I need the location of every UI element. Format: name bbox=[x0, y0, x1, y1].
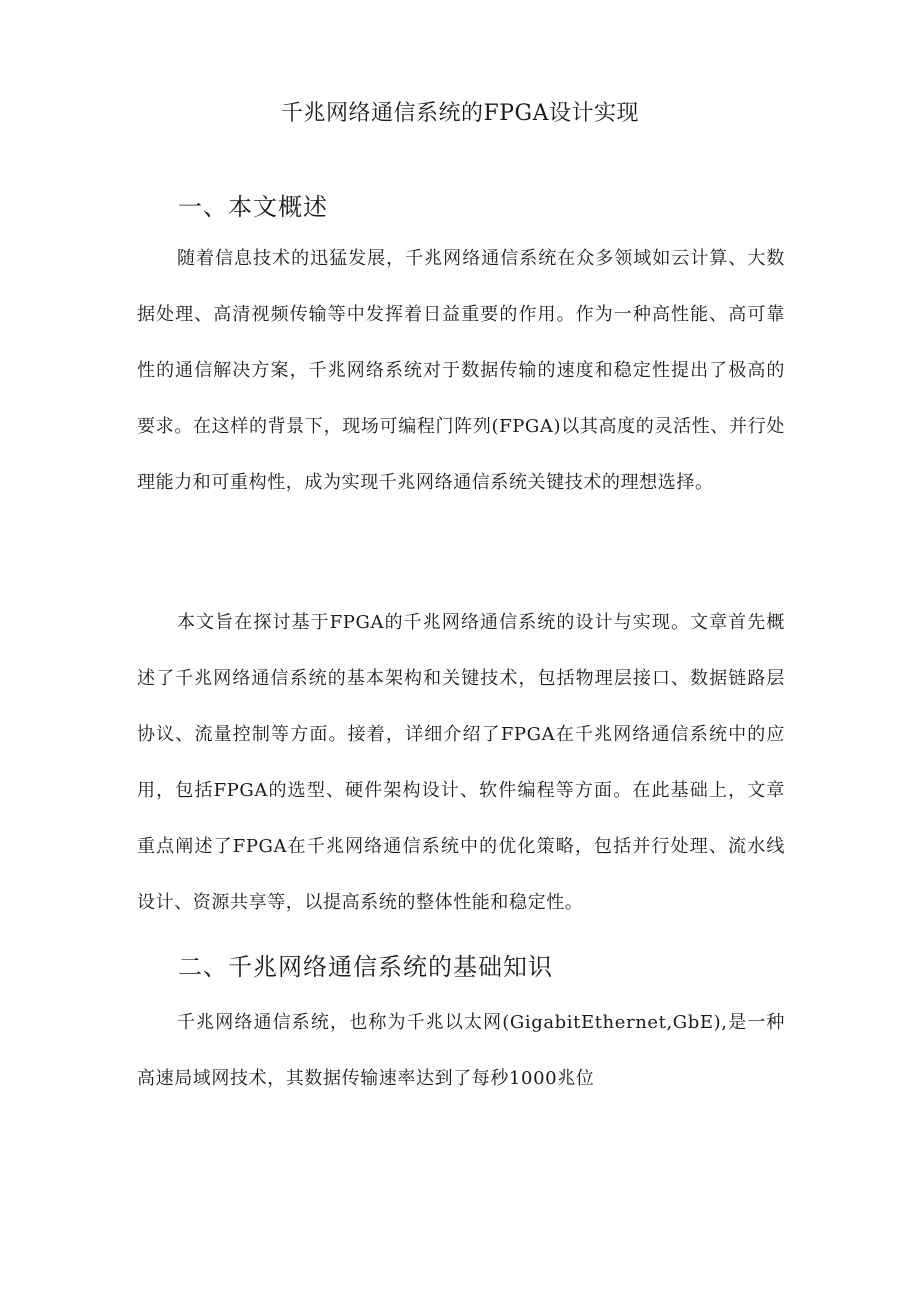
paragraph-overview-1: 随着信息技术的迅猛发展，千兆网络通信系统在众多领域如云计算、大数据处理、高清视频传输等中发挥着日益重要的作用。作为一种高性能、高可靠性的通信解决方案，千兆网络系统对于数据传输的速度和稳定性提出了极高的要求。在这样的背景下，现场可编程门阵列(FPGA)以其高度的灵活性、并行处理能力和可重构性，成为实现千兆网络通信系统关键技术的理想选择。 bbox=[137, 248, 785, 493]
section-heading-overview: 一、本文概述 bbox=[178, 193, 328, 221]
section-heading-basics: 二、千兆网络通信系统的基础知识 bbox=[178, 953, 553, 981]
paragraph-basics-1: 千兆网络通信系统，也称为千兆以太网(GigabitEthernet,GbE),是一种高速局域网技术，其数据传输速率达到了每秒1000兆位 bbox=[137, 1012, 785, 1089]
document-title: 千兆网络通信系统的FPGA设计实现 bbox=[280, 101, 640, 126]
paragraph-overview-2: 本文旨在探讨基于FPGA的千兆网络通信系统的设计与实现。文章首先概述了千兆网络通信系统的基本架构和关键技术，包括物理层接口、数据链路层协议、流量控制等方面。接着，详细介绍了FPGA在千兆网络通信系统中的应用，包括FPGA的选型、硬件架构设计、软件编程等方面。在此基础上，文章重点阐述了FPGA在千兆网络通信系统中的优化策略，包括并行处理、流水线设计、资源共享等，以提高系统的整体性能和稳定性。 bbox=[137, 612, 785, 913]
